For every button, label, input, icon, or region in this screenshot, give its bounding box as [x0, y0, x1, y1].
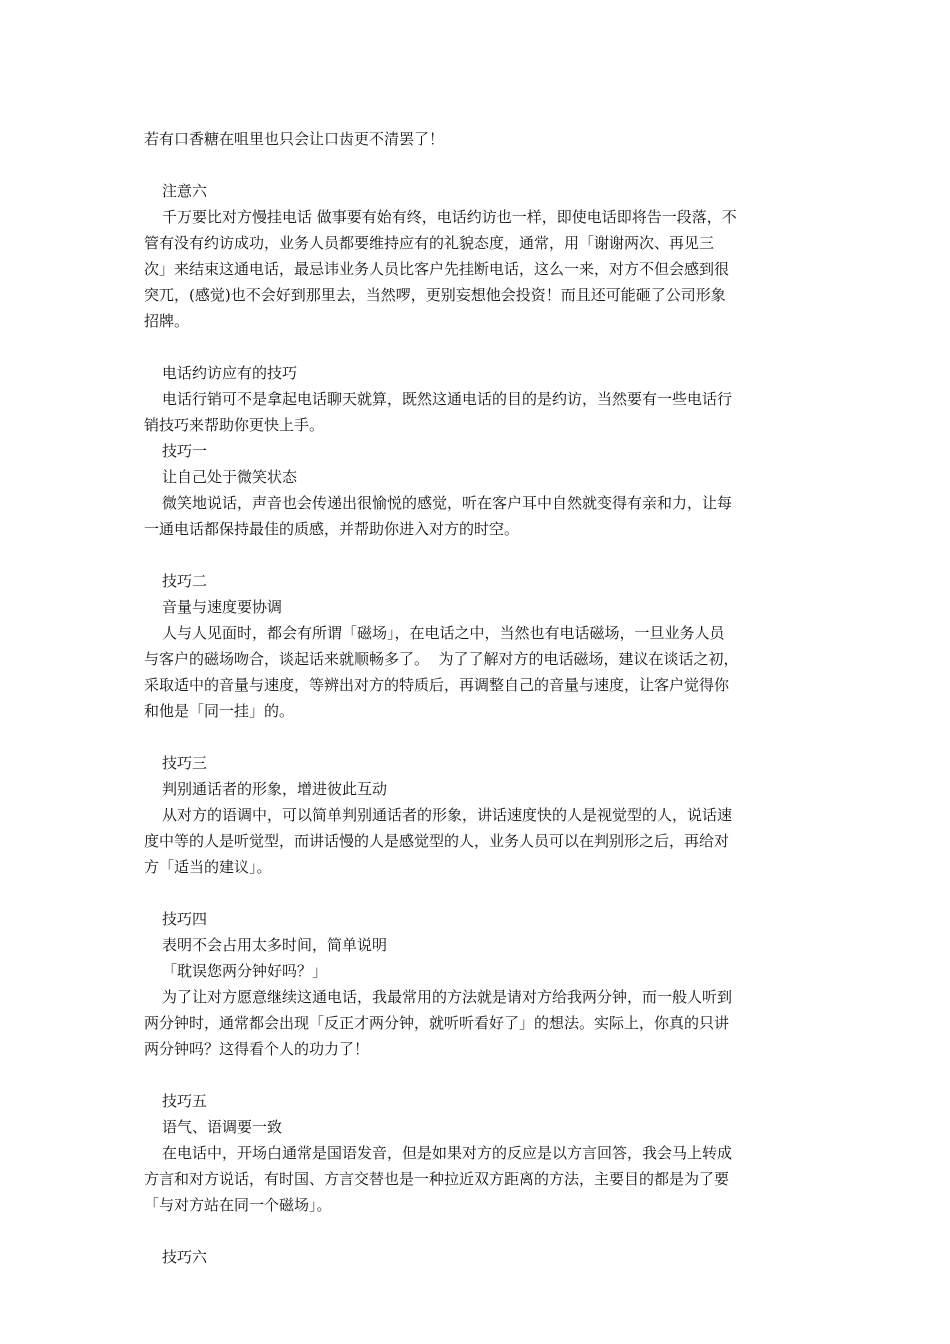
- section-heading: 注意六: [162, 182, 208, 200]
- blank-line: [144, 1218, 810, 1244]
- text-line: 微笑地说话，声音也会传递出很愉悦的感觉，听在客户耳中自然就变得有亲和力，让每: [162, 494, 733, 512]
- text-line: 千万要比对方慢挂电话 做事要有始有终，电话约访也一样，即使电话即将告一段落，不: [162, 208, 737, 226]
- text-line: 两分钟时，通常都会出现「反正才两分钟，就听听看好了」的想法。实际上，你真的只讲: [144, 1014, 730, 1032]
- subsection-heading: 技巧三: [162, 754, 208, 772]
- text-line: 在电话中，开场白通常是国语发音，但是如果对方的反应是以方言回答，我会马上转成: [162, 1144, 733, 1162]
- text-line: 人与人见面时，都会有所谓「磁场」，在电话之中，当然也有电话磁场，一旦业务人员: [162, 624, 725, 642]
- subsection-title: 语气、语调要一致: [162, 1118, 283, 1136]
- document-body: [144, 126, 810, 1270]
- text-line: 方「适当的建议」。: [144, 858, 272, 876]
- subsection-title: 表明不会占用太多时间，简单说明: [162, 936, 388, 954]
- text-line: 与客户的磁场吻合，谈起话来就顺畅多了。 为了了解对方的电话磁场，建议在谈话之初，: [144, 650, 739, 668]
- blank-line: [144, 1062, 810, 1088]
- text-line: 为了让对方愿意继续这通电话，我最常用的方法就是请对方给我两分钟，而一般人听到: [162, 988, 733, 1006]
- subsection-title: 音量与速度要协调: [162, 598, 283, 616]
- text-line: 「与对方站在同一个磁场」。: [144, 1196, 332, 1214]
- blank-line: [144, 880, 810, 906]
- text-line: 招牌。: [144, 312, 190, 330]
- subsection-heading: 技巧五: [162, 1092, 208, 1110]
- subsection-heading: 技巧四: [162, 910, 208, 928]
- section-heading: 电话约访应有的技巧: [162, 364, 298, 382]
- quoted-line: 「耽误您两分钟好吗？」: [162, 962, 328, 980]
- subsection-heading: 技巧一: [162, 442, 208, 460]
- text-line: 次」来结束这通电话，最忌讳业务人员比客户先挂断电话，这么一来，对方不但会感到很: [144, 260, 730, 278]
- text-line: 电话行销可不是拿起电话聊天就算，既然这通电话的目的是约访，当然要有一些电话行: [162, 390, 733, 408]
- blank-line: [144, 542, 810, 568]
- subsection-title: 判别通话者的形象，增进彼此互动: [162, 780, 388, 798]
- blank-line: [144, 152, 810, 178]
- blank-line: [144, 334, 810, 360]
- text-line: 度中等的人是听觉型，而讲话慢的人是感觉型的人，业务人员可以在判别形之后，再给对: [144, 832, 730, 850]
- subsection-title: 让自己处于微笑状态: [162, 468, 298, 486]
- text-line: 一通电话都保持最佳的质感，并帮助你进入对方的时空。: [144, 520, 520, 538]
- text-line: 采取适中的音量与速度，等辨出对方的特质后，再调整自己的音量与速度，让客户觉得你: [144, 676, 730, 694]
- text-line: 若有口香糖在咀里也只会让口齿更不清罢了！: [144, 130, 445, 148]
- text-line: 和他是「同一挂」的。: [144, 702, 295, 720]
- text-line: 突兀，(感觉)也不会好到那里去，当然啰，更别妄想他会投资！而且还可能砸了公司形象: [144, 286, 726, 304]
- text-line: 两分钟吗？这得看个人的功力了！: [144, 1040, 370, 1058]
- subsection-heading: 技巧六: [162, 1248, 208, 1266]
- text-line: 从对方的语调中，可以简单判别通话者的形象，讲话速度快的人是视觉型的人，说话速: [162, 806, 733, 824]
- text-line: 方言和对方说话，有时国、方言交替也是一种拉近双方距离的方法，主要目的都是为了要: [144, 1170, 730, 1188]
- text-line: 管有没有约访成功，业务人员都要维持应有的礼貌态度，通常，用「谢谢两次、再见三: [144, 234, 715, 252]
- subsection-heading: 技巧二: [162, 572, 208, 590]
- text-line: 销技巧来帮助你更快上手。: [144, 416, 325, 434]
- blank-line: [144, 724, 810, 750]
